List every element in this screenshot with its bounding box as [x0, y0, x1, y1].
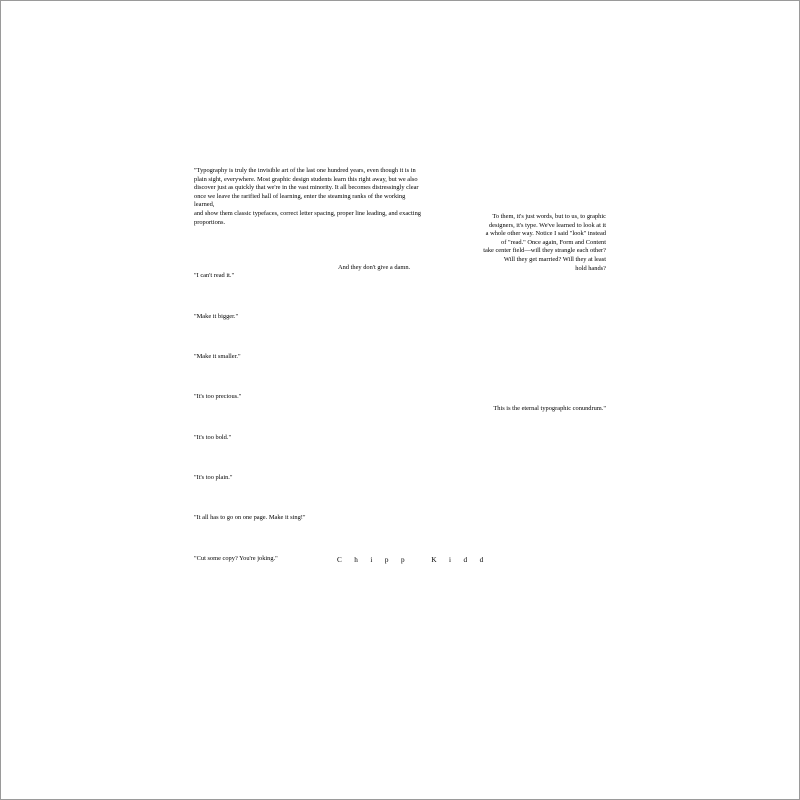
client-quote: "It's too plain." — [194, 474, 233, 481]
client-quote: "It's too bold." — [194, 434, 232, 441]
type-line: To them, it's just words, but to us, to graphic — [492, 213, 606, 220]
client-quote: "Make it bigger." — [194, 313, 239, 320]
intro-line: and show them classic typefaces, correct letter spacing, proper line leading, and exacting — [194, 209, 421, 217]
client-quote: "Cut some copy? You're joking." — [194, 555, 278, 562]
author-signature: Chipp Kidd — [337, 556, 496, 564]
client-quote: "Make it smaller." — [194, 353, 241, 360]
dont-care-line: And they don't give a damn. — [338, 264, 411, 271]
type-line: a whole other way. Notice I said "look" instead — [485, 230, 606, 238]
type-line: designers, it's type. We've learned to look at it — [488, 221, 606, 229]
client-quote: "It all has to go on one page. Make it sing!" — [194, 514, 306, 521]
type-line: Will they get married? Will they at least — [503, 255, 606, 263]
intro-line: proportions. — [194, 218, 226, 226]
client-quote: "It's too precious." — [194, 393, 242, 400]
type-line: of "read." Once again, Form and Content — [501, 238, 606, 246]
intro-line: "Typography is truly the invisible art of the last one hundred years, even though it is in — [194, 167, 416, 174]
client-quote: "I can't read it." — [194, 272, 235, 279]
conundrum-line: This is the eternal typographic conundrum." — [493, 405, 606, 412]
intro-line: discover just as quickly that we're in the vast minority. It all becomes distressingly clear — [194, 184, 419, 192]
intro-line: plain sight, everywhere. Most graphic design students learn this right away, but we also — [194, 175, 418, 183]
type-line: take center field—will they strangle each other? — [483, 247, 606, 255]
intro-paragraph — [194, 167, 426, 227]
type-line: hold hands? — [575, 264, 606, 272]
intro-line: once we leave the rarified hall of learning, enter the steaming ranks of the working learned, — [194, 192, 406, 209]
type-paragraph — [483, 213, 606, 273]
